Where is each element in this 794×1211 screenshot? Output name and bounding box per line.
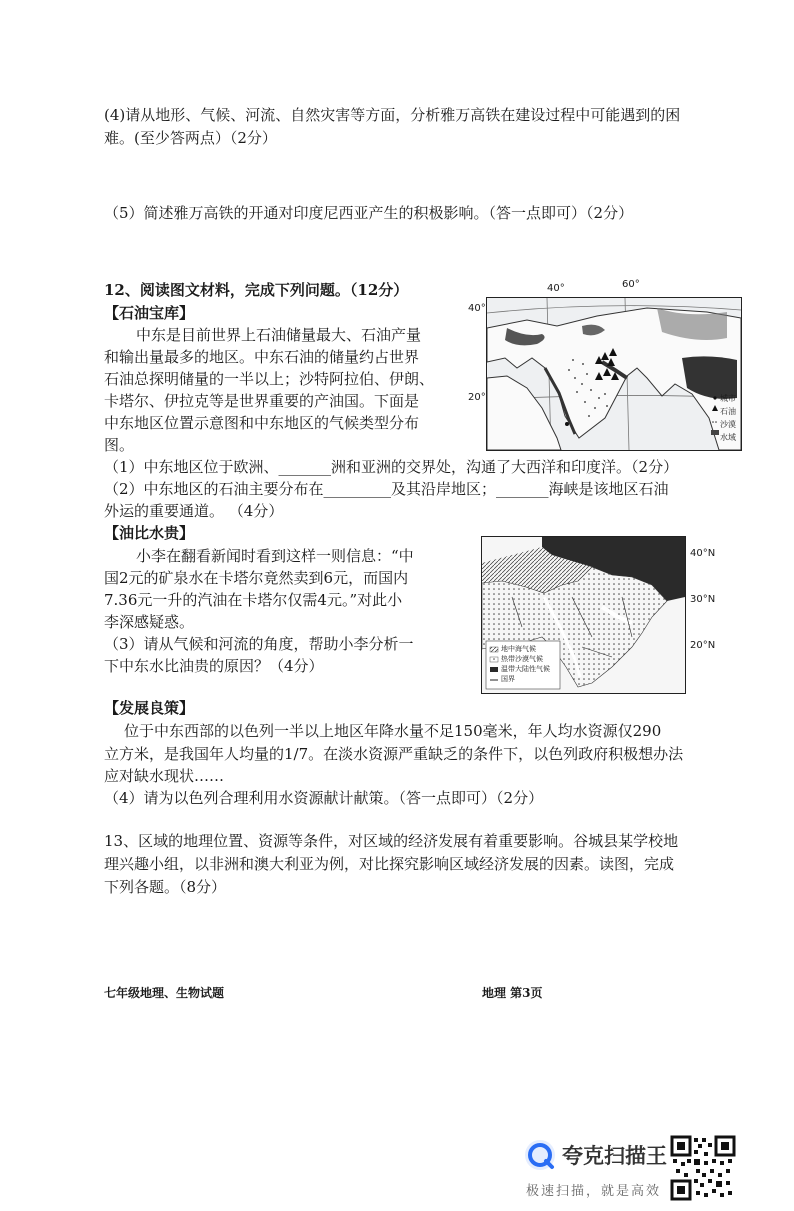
q12-part2-line1: （2）中东地区的石油主要分布在_________及其沿岸地区；_______海峡是该地区石油 [104,480,669,498]
q12-sec2-line: 国2元的矿泉水在卡塔尔竟然卖到6元，而国内 [104,569,409,587]
quark-logo-icon [522,1137,558,1173]
q12-sec3-line: 立方米，是我国年人均量的1/7。在淡水资源严重缺乏的条件下，以色列政府积极想办法 [104,745,684,763]
q11-part4-line2: 难。(至少答两点）（2分） [104,129,277,147]
q12-sec1-line: 图。 [104,436,135,454]
map2-lat-30n: 30°N [690,594,716,605]
map2-lat-20n: 20°N [690,640,716,651]
q13-line2: 理兴趣小组，以非洲和澳大利亚为例，对比探究影响区域经济发展的因素。读图，完成 [104,855,675,873]
q11-part5: （5）简述雅万高铁的开通对印度尼西亚产生的积极影响。（答一点即可）（2分） [104,204,634,222]
q12-sec2-line: 7.36元一升的汽油在卡塔尔仅需4元。”对此小 [104,591,403,609]
q12-sec3-line: 位于中东西部的以色列一半以上地区年降水量不足150毫米，年人均水资源仅290 [124,722,662,740]
q12-sec1-line: 和输出量最多的地区。中东石油的储量约占世界 [104,348,420,366]
legend-water: 水域 [720,433,736,442]
q12-part2-line2: 外运的重要通道。 （4分） [104,502,284,520]
map1-lat-40: 40° [468,303,486,314]
map1-legend [720,392,736,444]
middle-east-location-map [486,297,742,451]
map2-lat-40n: 40°N [690,548,716,559]
q12-sec1-line: 中东地区位置示意图和中东地区的气候类型分布 [104,414,420,432]
footer-page-number: 地理 第3页 [482,986,543,1000]
q12-sec1-line: 中东是目前世界上石油储量最大、石油产量 [136,326,422,344]
q11-part4-line1: (4)请从地形、气候、河流、自然灾害等方面，分析雅万高铁在建设过程中可能遇到的困 [104,106,681,124]
q12-section-strategy-heading: 【发展良策】 [104,699,195,717]
legend-temperate-continental: 温带大陆性气候 [501,665,550,673]
q12-part4: （4）请为以色列合理利用水资源献计献策。（答一点即可）（2分） [104,789,544,807]
map1-lon-40: 40° [547,283,565,294]
qr-code-icon [670,1135,736,1201]
footer-exam-title: 七年级地理、生物试题 [104,986,225,1000]
q12-part1: （1）中东地区位于欧洲、_______洲和亚洲的交界处，沟通了大西洋和印度洋。（2分） [104,458,679,476]
legend-city: 城市 [720,394,736,403]
q12-section-oil-heading: 【石油宝库】 [104,304,195,322]
watermark-brand-name: 夸克扫描王 [562,1144,667,1168]
map2-legend [501,644,550,684]
q12-sec2-line: 小李在翻看新闻时看到这样一则信息：“中 [136,547,414,565]
legend-tropical-desert: 热带沙漠气候 [501,655,543,663]
watermark-slogan: 极速扫描，就是高效 [526,1184,662,1199]
legend-desert: 沙漠 [720,420,736,429]
legend-border: 国界 [501,675,515,683]
map1-lat-20: 20° [468,392,486,403]
map1-lon-60: 60° [622,279,640,290]
q12-section-water-heading: 【油比水贵】 [104,524,195,542]
q12-sec3-line: 应对缺水现状…… [104,767,225,785]
q12-sec1-line: 石油总探明储量的一半以上；沙特阿拉伯、伊朗、 [104,370,435,388]
q12-title: 12、阅读图文材料，完成下列问题。（12分） [104,281,409,299]
q12-part3-line2: 下中东水比油贵的原因？（4分） [104,657,324,675]
q12-part3-line1: （3）请从气候和河流的角度，帮助小李分析一 [104,635,414,653]
legend-oil: 石油 [720,407,736,416]
q13-line3: 下列各题。（8分） [104,878,227,896]
legend-mediterranean: 地中海气候 [501,645,536,653]
q12-sec2-line: 李深感疑惑。 [104,613,195,631]
location-map-drawing [487,298,741,450]
q12-sec1-line: 卡塔尔、伊拉克等是世界重要的产油国。下面是 [104,392,420,410]
q13-line1: 13、区域的地理位置、资源等条件，对区域的经济发展有着重要影响。谷城县某学校地 [104,832,679,850]
